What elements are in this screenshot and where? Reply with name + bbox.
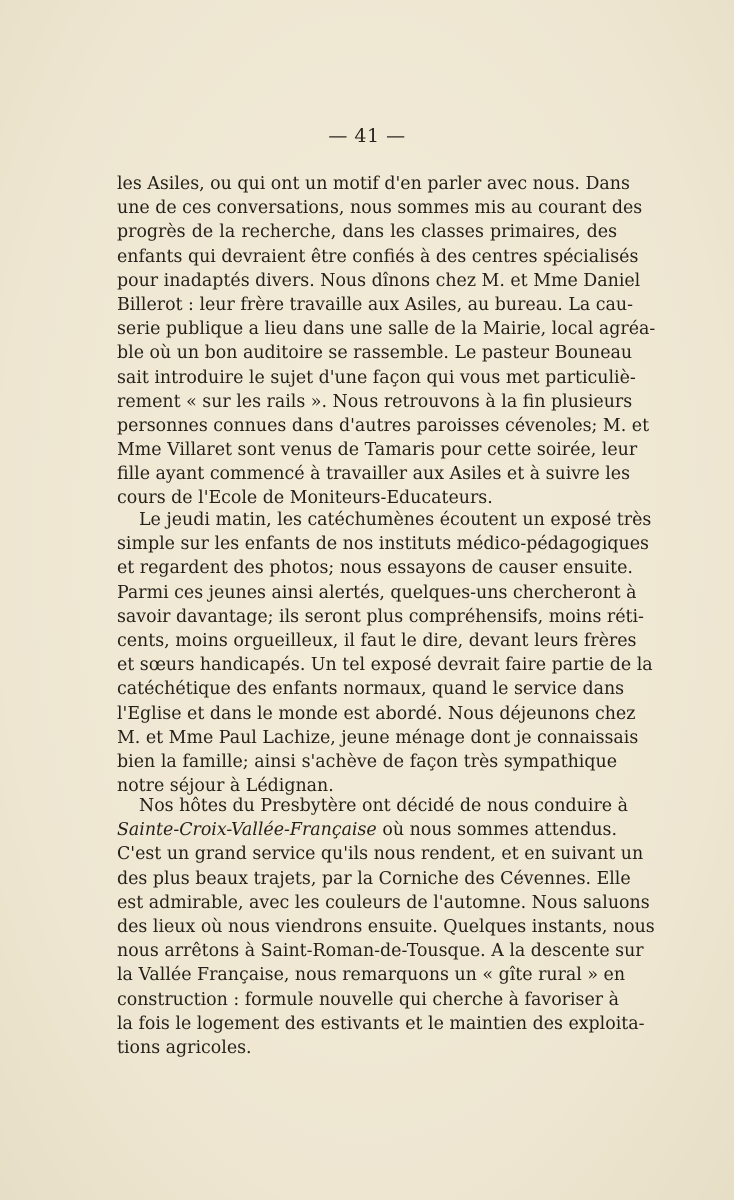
- text-line: Nos hôtes du Presbytère ont décidé de nous conduire à: [139, 796, 628, 816]
- text-line: bien la famille; ainsi s'achève de façon très sympathique: [117, 751, 617, 772]
- text-line: des lieux où nous viendrons ensuite. Quelques instants, nous: [117, 916, 655, 937]
- text-line: personnes connues dans d'autres paroisses cévenoles; M. et: [117, 415, 650, 436]
- text-line: progrès de la recherche, dans les classes primaires, des: [117, 222, 617, 243]
- text-line: Le jeudi matin, les catéchumènes écoutent un exposé très: [139, 510, 652, 530]
- text-line: rement « sur les rails ». Nous retrouvons à la fin plusieurs: [117, 391, 633, 412]
- text-line: pour inadaptés divers. Nous dînons chez M. et Mme Daniel: [117, 270, 641, 291]
- text-line: simple sur les enfants de nos instituts médico-pédagogiques: [117, 534, 649, 555]
- text-line: savoir davantage; ils seront plus compréhensifs, moins réti-: [117, 606, 644, 627]
- text-line: Mme Villaret sont venus de Tamaris pour cette soirée, leur: [117, 440, 638, 461]
- text-line: Parmi ces jeunes ainsi alertés, quelques-uns chercheront à: [117, 582, 637, 603]
- text-line: Sainte-Croix-Vallée-Française où nous sommes attendus.: [117, 820, 617, 841]
- text-line: notre séjour à Lédignan.: [117, 776, 334, 797]
- text-line: la Vallée Française, nous remarquons un « gîte rural » en: [117, 965, 626, 986]
- text-line: les Asiles, ou qui ont un motif d'en parler avec nous. Dans: [117, 174, 630, 194]
- text-line: ble où un bon auditoire se rassemble. Le pasteur Bouneau: [117, 343, 633, 364]
- text-line: C'est un grand service qu'ils nous rendent, et en suivant un: [117, 844, 644, 865]
- text-line: et sœurs handicapés. Un tel exposé devrait faire partie de la: [117, 655, 653, 676]
- place-name-italic: Sainte-Croix-Vallée-Française: [117, 820, 377, 841]
- text-line: construction : formule nouvelle qui cherche à favoriser à: [117, 989, 619, 1010]
- text-line: des plus beaux trajets, par la Corniche des Cévennes. Elle: [117, 868, 631, 889]
- text-line: est admirable, avec les couleurs de l'automne. Nous saluons: [117, 892, 650, 913]
- text-line: enfants qui devraient être confiés à des centres spécialisés: [117, 246, 639, 267]
- text-line: une de ces conversations, nous sommes mis au courant des: [117, 198, 643, 219]
- paragraph-1: [117, 172, 656, 511]
- text-line: nous arrêtons à Saint-Roman-de-Tousque. A la descente sur: [117, 941, 644, 962]
- text-line: cours de l'Ecole de Moniteurs-Educateurs.: [117, 488, 493, 509]
- text-line: cents, moins orgueilleux, il faut le dire, devant leurs frères: [117, 630, 637, 651]
- text-line: catéchétique des enfants normaux, quand le service dans: [117, 679, 625, 700]
- text-line: tions agricoles.: [117, 1037, 252, 1058]
- text-line: Billerot : leur frère travaille aux Asiles, au bureau. La cau-: [117, 294, 633, 315]
- text-line: et regardent des photos; nous essayons de causer ensuite.: [117, 558, 633, 579]
- text-line: fille ayant commencé à travailler aux Asiles et à suivre les: [117, 464, 631, 485]
- paragraph-3: [117, 794, 655, 1060]
- paragraph-2: [117, 508, 653, 798]
- text-line: l'Eglise et dans le monde est abordé. Nous déjeunons chez: [117, 703, 636, 724]
- text-line: sait introduire le sujet d'une façon qui vous met particuliè-: [117, 367, 636, 388]
- text-line: M. et Mme Paul Lachize, jeune ménage dont je connaissais: [117, 727, 639, 748]
- page-number: — 41 —: [328, 125, 406, 147]
- text-line: serie publique a lieu dans une salle de la Mairie, local agréa-: [117, 319, 656, 340]
- text-line: la fois le logement des estivants et le maintien des exploita-: [117, 1013, 645, 1034]
